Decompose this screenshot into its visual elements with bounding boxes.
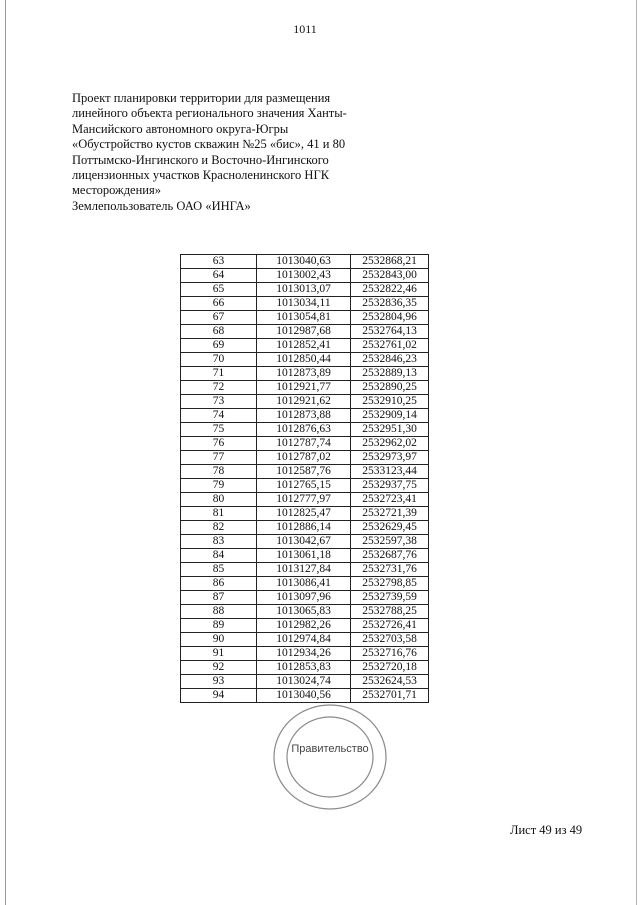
point-number-cell: 94	[181, 689, 257, 703]
x-coordinate-cell: 1012853,83	[257, 661, 351, 675]
table-row	[181, 311, 429, 325]
scan-edge-right	[636, 0, 637, 905]
x-coordinate-cell: 1013002,43	[257, 269, 351, 283]
stamp-seal	[256, 699, 404, 827]
y-coordinate-cell: 2532701,71	[351, 689, 429, 703]
table-row	[181, 297, 429, 311]
table-row	[181, 395, 429, 409]
x-coordinate-cell: 1013040,56	[257, 689, 351, 703]
y-coordinate-cell: 2532836,35	[351, 297, 429, 311]
x-coordinate-cell: 1012787,74	[257, 437, 351, 451]
point-number-cell: 81	[181, 507, 257, 521]
x-coordinate-cell: 1013127,84	[257, 563, 351, 577]
point-number-cell: 73	[181, 395, 257, 409]
point-number-cell: 80	[181, 493, 257, 507]
y-coordinate-cell: 2532731,76	[351, 563, 429, 577]
point-number-cell: 70	[181, 353, 257, 367]
x-coordinate-cell: 1012852,41	[257, 339, 351, 353]
header-line: лицензионных участков Красноленинского НГК	[72, 168, 330, 183]
table-row	[181, 633, 429, 647]
table-row	[181, 451, 429, 465]
y-coordinate-cell: 2532798,85	[351, 577, 429, 591]
coordinates-table-body	[181, 255, 429, 703]
table-row	[181, 283, 429, 297]
header-line: Мансийского автономного округа-Югры	[72, 121, 289, 136]
x-coordinate-cell: 1013061,18	[257, 549, 351, 563]
x-coordinate-cell: 1012876,63	[257, 423, 351, 437]
y-coordinate-cell: 2532868,21	[351, 255, 429, 269]
table-row	[181, 409, 429, 423]
x-coordinate-cell: 1013042,67	[257, 535, 351, 549]
y-coordinate-cell: 2532721,39	[351, 507, 429, 521]
x-coordinate-cell: 1012921,62	[257, 395, 351, 409]
x-coordinate-cell: 1013013,07	[257, 283, 351, 297]
table-row	[181, 493, 429, 507]
x-coordinate-cell: 1012825,47	[257, 507, 351, 521]
table-row	[181, 619, 429, 633]
table-row	[181, 577, 429, 591]
table-row	[181, 605, 429, 619]
y-coordinate-cell: 2532597,38	[351, 535, 429, 549]
table-row	[181, 563, 429, 577]
table-row	[181, 465, 429, 479]
document-header	[72, 91, 402, 214]
y-coordinate-cell: 2533123,44	[351, 465, 429, 479]
x-coordinate-cell: 1012987,68	[257, 325, 351, 339]
x-coordinate-cell: 1012873,88	[257, 409, 351, 423]
y-coordinate-cell: 2532720,18	[351, 661, 429, 675]
x-coordinate-cell: 1013054,81	[257, 311, 351, 325]
table-row	[181, 479, 429, 493]
header-line: месторождения»	[72, 183, 161, 198]
stamp-outer-ring	[274, 705, 386, 809]
point-number-cell: 82	[181, 521, 257, 535]
table-row	[181, 325, 429, 339]
x-coordinate-cell: 1012886,14	[257, 521, 351, 535]
point-number-cell: 91	[181, 647, 257, 661]
header-line: линейного объекта регионального значения Ханты-	[72, 106, 347, 121]
point-number-cell: 69	[181, 339, 257, 353]
y-coordinate-cell: 2532910,25	[351, 395, 429, 409]
table-row	[181, 661, 429, 675]
point-number-cell: 76	[181, 437, 257, 451]
x-coordinate-cell: 1012934,26	[257, 647, 351, 661]
x-coordinate-cell: 1012765,15	[257, 479, 351, 493]
header-line: Проект планировки территории для размещения	[72, 91, 331, 105]
sheet-label: Лист 49 из 49	[510, 823, 583, 837]
y-coordinate-cell: 2532726,41	[351, 619, 429, 633]
point-number-cell: 67	[181, 311, 257, 325]
y-coordinate-cell: 2532687,76	[351, 549, 429, 563]
point-number-cell: 92	[181, 661, 257, 675]
y-coordinate-cell: 2532937,75	[351, 479, 429, 493]
table-row	[181, 437, 429, 451]
coordinates-table	[180, 254, 429, 703]
x-coordinate-cell: 1013040,63	[257, 255, 351, 269]
x-coordinate-cell: 1012982,26	[257, 619, 351, 633]
table-row	[181, 535, 429, 549]
y-coordinate-cell: 2532739,59	[351, 591, 429, 605]
point-number-cell: 93	[181, 675, 257, 689]
x-coordinate-cell: 1012921,77	[257, 381, 351, 395]
table-row	[181, 675, 429, 689]
table-row	[181, 269, 429, 283]
point-number-cell: 84	[181, 549, 257, 563]
x-coordinate-cell: 1013086,41	[257, 577, 351, 591]
y-coordinate-cell: 2532973,97	[351, 451, 429, 465]
point-number-cell: 64	[181, 269, 257, 283]
table-row	[181, 521, 429, 535]
y-coordinate-cell: 2532909,14	[351, 409, 429, 423]
point-number-cell: 75	[181, 423, 257, 437]
point-number-cell: 78	[181, 465, 257, 479]
table-row	[181, 353, 429, 367]
point-number-cell: 79	[181, 479, 257, 493]
table-row	[181, 507, 429, 521]
y-coordinate-cell: 2532804,96	[351, 311, 429, 325]
table-row	[181, 591, 429, 605]
point-number-cell: 63	[181, 255, 257, 269]
x-coordinate-cell: 1013097,96	[257, 591, 351, 605]
y-coordinate-cell: 2532788,25	[351, 605, 429, 619]
y-coordinate-cell: 2532890,25	[351, 381, 429, 395]
table-row	[181, 423, 429, 437]
x-coordinate-cell: 1013065,83	[257, 605, 351, 619]
stamp-inner-ring	[287, 717, 373, 797]
x-coordinate-cell: 1012873,89	[257, 367, 351, 381]
land-user-line: Землепользователь ОАО «ИНГА»	[72, 198, 251, 213]
stamp-text: Правительство	[291, 743, 369, 755]
table-row	[181, 255, 429, 269]
point-number-cell: 68	[181, 325, 257, 339]
point-number-cell: 86	[181, 577, 257, 591]
page-number: 1011	[293, 22, 317, 36]
y-coordinate-cell: 2532716,76	[351, 647, 429, 661]
point-number-cell: 87	[181, 591, 257, 605]
table-row	[181, 381, 429, 395]
point-number-cell: 66	[181, 297, 257, 311]
y-coordinate-cell: 2532764,13	[351, 325, 429, 339]
y-coordinate-cell: 2532843,00	[351, 269, 429, 283]
y-coordinate-cell: 2532629,45	[351, 521, 429, 535]
point-number-cell: 89	[181, 619, 257, 633]
x-coordinate-cell: 1012587,76	[257, 465, 351, 479]
point-number-cell: 71	[181, 367, 257, 381]
official-stamp	[256, 699, 404, 827]
x-coordinate-cell: 1012974,84	[257, 633, 351, 647]
point-number-cell: 90	[181, 633, 257, 647]
point-number-cell: 85	[181, 563, 257, 577]
y-coordinate-cell: 2532624,53	[351, 675, 429, 689]
y-coordinate-cell: 2532846,23	[351, 353, 429, 367]
point-number-cell: 77	[181, 451, 257, 465]
table-row	[181, 367, 429, 381]
table-row	[181, 647, 429, 661]
table-row	[181, 549, 429, 563]
x-coordinate-cell: 1013034,11	[257, 297, 351, 311]
scan-edge-left	[5, 0, 6, 905]
x-coordinate-cell: 1012850,44	[257, 353, 351, 367]
header-line: «Обустройство кустов скважин №25 «бис», 41 и 80	[72, 137, 346, 152]
x-coordinate-cell: 1013024,74	[257, 675, 351, 689]
point-number-cell: 72	[181, 381, 257, 395]
point-number-cell: 83	[181, 535, 257, 549]
y-coordinate-cell: 2532962,02	[351, 437, 429, 451]
table-row	[181, 339, 429, 353]
y-coordinate-cell: 2532889,13	[351, 367, 429, 381]
y-coordinate-cell: 2532951,30	[351, 423, 429, 437]
x-coordinate-cell: 1012777,97	[257, 493, 351, 507]
header-line: Поттымско-Ингинского и Восточно-Ингинского	[72, 152, 329, 167]
point-number-cell: 65	[181, 283, 257, 297]
point-number-cell: 88	[181, 605, 257, 619]
y-coordinate-cell: 2532822,46	[351, 283, 429, 297]
y-coordinate-cell: 2532723,41	[351, 493, 429, 507]
y-coordinate-cell: 2532761,02	[351, 339, 429, 353]
x-coordinate-cell: 1012787,02	[257, 451, 351, 465]
y-coordinate-cell: 2532703,58	[351, 633, 429, 647]
point-number-cell: 74	[181, 409, 257, 423]
